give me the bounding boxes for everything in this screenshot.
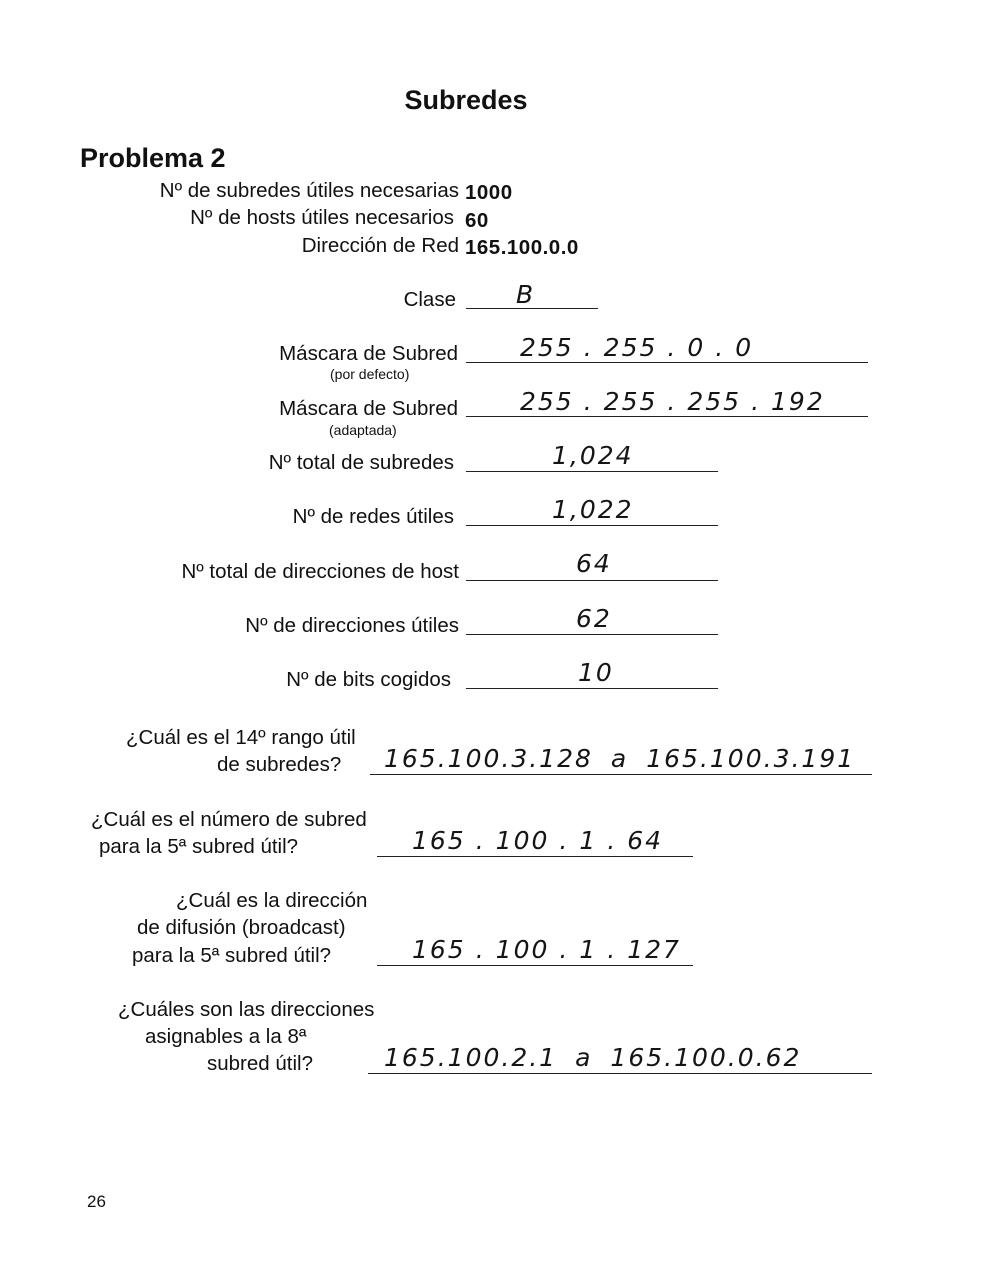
- q1-connector: a: [610, 744, 629, 773]
- bits-borrowed-answer: 10: [578, 658, 614, 687]
- q4-connector: a: [575, 1043, 593, 1072]
- q4-text-line2: asignables a la 8ª: [145, 1025, 307, 1048]
- usable-subnets-line: [466, 525, 718, 526]
- q3-answer-line: [377, 965, 693, 966]
- q3-octet: 1: [579, 935, 598, 964]
- hosts-needed-value: 60: [465, 209, 489, 232]
- custom-mask-octet: 255: [603, 387, 658, 416]
- default-mask-octet: 255: [603, 333, 658, 362]
- q3-text-line2: de difusión (broadcast): [137, 916, 346, 939]
- q4-answer-line: [368, 1073, 872, 1074]
- total-hosts-label: Nº total de direcciones de host: [181, 560, 459, 583]
- bits-borrowed-line: [466, 688, 718, 689]
- custom-mask-note: (adaptada): [329, 422, 397, 438]
- q3-text-line3: para la 5ª subred útil?: [132, 944, 332, 967]
- q3-answer: 165 . 100 . 1 . 127: [412, 935, 681, 964]
- default-mask-note: (por defecto): [330, 366, 410, 382]
- custom-mask-label: Máscara de Subred: [279, 397, 458, 420]
- q2-answer: 165 . 100 . 1 . 64: [412, 826, 664, 855]
- q2-octet: 100: [495, 826, 550, 855]
- page-number: 26: [87, 1192, 106, 1211]
- q1-text-line2: de subredes?: [217, 753, 342, 776]
- q1-range-start: 165.100.3.128: [384, 744, 593, 773]
- q1-answer-line: [370, 774, 872, 775]
- q3-text-line1: ¿Cuál es la dirección: [176, 889, 368, 912]
- total-hosts-answer: 64: [576, 549, 612, 578]
- q2-octet: 64: [627, 826, 664, 855]
- usable-hosts-answer: 62: [576, 604, 612, 633]
- q3-octet: 165: [412, 935, 466, 964]
- custom-mask-octet: 255: [687, 387, 742, 416]
- subnets-needed-label: Nº de subredes útiles necesarias: [159, 179, 459, 202]
- custom-mask-line: [466, 416, 868, 417]
- q4-text-line1: ¿Cuáles son las direcciones: [118, 998, 375, 1021]
- q3-octet: 100: [495, 935, 550, 964]
- problem-heading: Problema 2: [80, 143, 226, 173]
- usable-hosts-label: Nº de direcciones útiles: [245, 614, 459, 637]
- page-title: Subredes: [404, 85, 528, 115]
- custom-mask-answer: 255 . 255 . 255 . 192: [520, 387, 825, 416]
- usable-hosts-line: [466, 634, 718, 635]
- q1-range-end: 165.100.3.191: [646, 744, 856, 773]
- q3-octet: 127: [627, 935, 681, 964]
- hosts-needed-label: Nº de hosts útiles necesarios: [190, 206, 454, 229]
- q2-text-line2: para la 5ª subred útil?: [99, 835, 299, 858]
- default-mask-label: Máscara de Subred: [279, 342, 458, 365]
- default-mask-answer: 255 . 255 . 0 . 0: [520, 333, 754, 362]
- total-subnets-label: Nº total de subredes: [268, 451, 454, 474]
- network-address-value: 165.100.0.0: [465, 236, 579, 259]
- q4-range-end: 165.100.0.62: [610, 1043, 802, 1072]
- q2-answer-line: [377, 856, 693, 857]
- q1-text-line1: ¿Cuál es el 14º rango útil: [126, 726, 356, 749]
- total-subnets-answer: 1,024: [552, 441, 634, 470]
- q1-answer: [384, 744, 855, 773]
- q4-range-start: 165.100.2.1: [384, 1043, 558, 1072]
- network-address-label: Dirección de Red: [301, 234, 459, 257]
- default-mask-octet: 0: [735, 333, 754, 362]
- q2-octet: 1: [579, 826, 598, 855]
- total-hosts-line: [466, 580, 718, 581]
- q4-answer: [384, 1043, 801, 1072]
- q4-text-line3: subred útil?: [207, 1052, 313, 1075]
- class-label: Clase: [403, 288, 456, 311]
- custom-mask-octet: 192: [771, 387, 825, 416]
- bits-borrowed-label: Nº de bits cogidos: [286, 668, 451, 691]
- default-mask-line: [466, 362, 868, 363]
- default-mask-octet: 255: [520, 333, 574, 362]
- q2-octet: 165: [412, 826, 466, 855]
- custom-mask-octet: 255: [520, 387, 574, 416]
- q2-text-line1: ¿Cuál es el número de subred: [91, 808, 367, 831]
- class-answer: B: [516, 280, 536, 309]
- default-mask-octet: 0: [687, 333, 706, 362]
- usable-subnets-answer: 1,022: [552, 495, 634, 524]
- total-subnets-line: [466, 471, 718, 472]
- subnets-needed-value: 1000: [465, 181, 513, 204]
- usable-subnets-label: Nº de redes útiles: [292, 505, 454, 528]
